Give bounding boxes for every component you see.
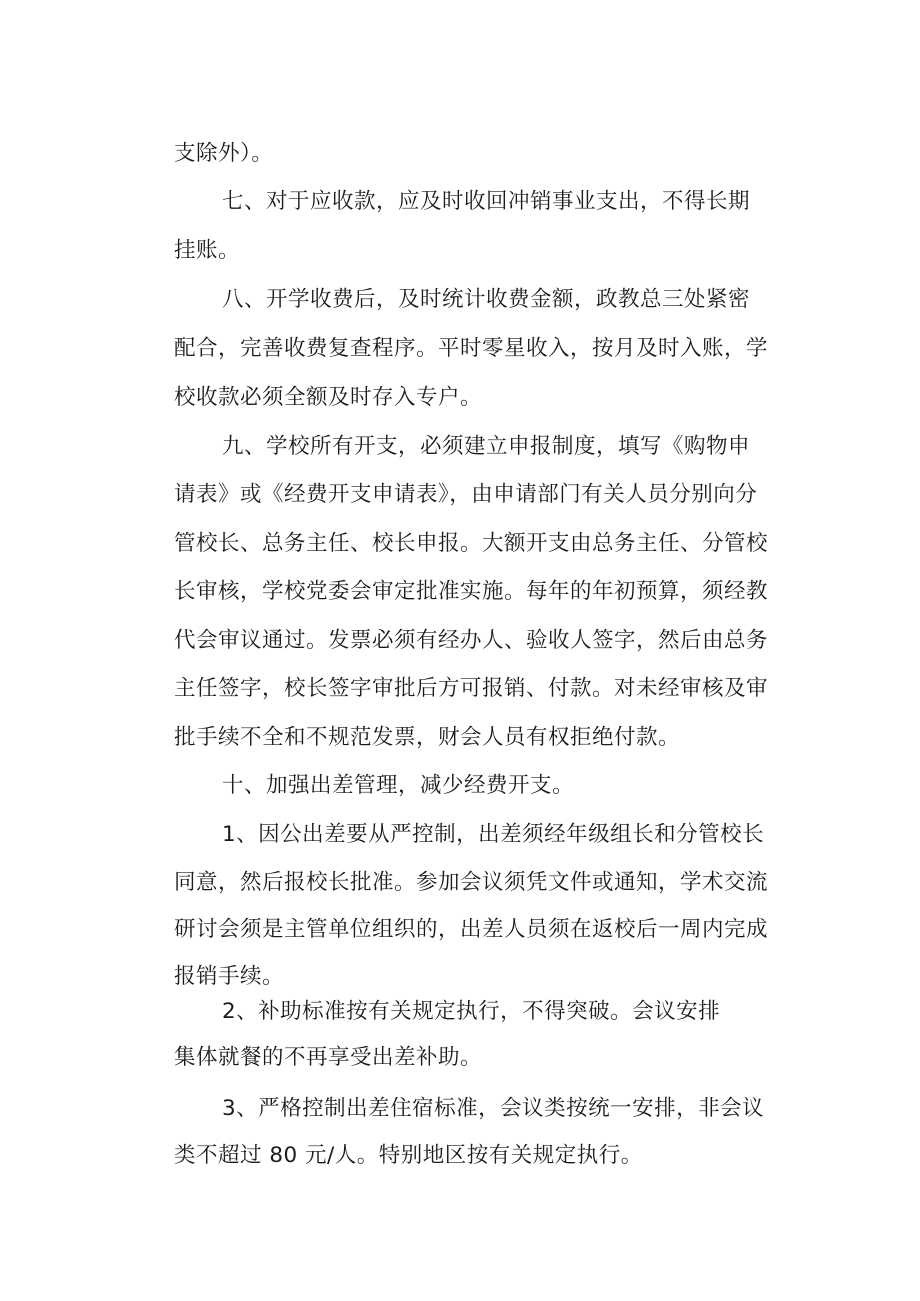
text-line: 代会审议通过。发票必须有经办人、验收人签字，然后由总务 bbox=[174, 628, 769, 653]
text-line: 十、加强出差管理，减少经费开支。 bbox=[222, 773, 575, 798]
text-line: 挂账。 bbox=[174, 238, 241, 263]
text-line: 研讨会须是主管单位组织的，出差人员须在返校后一周内完成 bbox=[174, 917, 769, 942]
text-line: 报销手续。 bbox=[174, 964, 285, 989]
text-line: 九、学校所有开支，必须建立申报制度，填写《购物申 bbox=[222, 434, 751, 459]
text-line: 配合，完善收费复查程序。平时零星收入，按月及时入账，学 bbox=[174, 336, 769, 361]
text-line: 3、严格控制出差住宿标准，会议类按统一安排，非会议 bbox=[222, 1096, 765, 1121]
text-line: 同意，然后报校长批准。参加会议须凭文件或通知，学术交流 bbox=[174, 870, 769, 895]
text-line: 八、开学收费后，及时统计收费金额，政教总三处紧密 bbox=[222, 287, 751, 312]
text-line: 集体就餐的不再享受出差补助。 bbox=[174, 1045, 483, 1070]
text-line: 主任签字，校长签字审批后方可报销、付款。对未经审核及审 bbox=[174, 676, 769, 701]
text-line: 七、对于应收款，应及时收回冲销事业支出，不得长期 bbox=[222, 189, 751, 214]
text-line: 校收款必须全额及时存入专户。 bbox=[174, 385, 483, 410]
text-line: 请表》或《经费开支申请表》，由申请部门有关人员分别向分 bbox=[174, 482, 758, 507]
text-line: 类不超过 80 元/人。特别地区按有关规定执行。 bbox=[174, 1143, 643, 1168]
text-line: 支除外）。 bbox=[174, 141, 274, 166]
text-line: 批手续不全和不规范发票，财会人员有权拒绝付款。 bbox=[174, 725, 681, 750]
text-line: 2、补助标准按有关规定执行，不得突破。会议安排 bbox=[222, 999, 721, 1024]
text-line: 1、因公出差要从严控制，出差须经年级组长和分管校长 bbox=[222, 822, 765, 847]
text-line: 长审核，学校党委会审定批准实施。每年的年初预算，须经教 bbox=[174, 579, 769, 604]
text-line: 管校长、总务主任、校长申报。大额开支由总务主任、分管校 bbox=[174, 531, 769, 556]
